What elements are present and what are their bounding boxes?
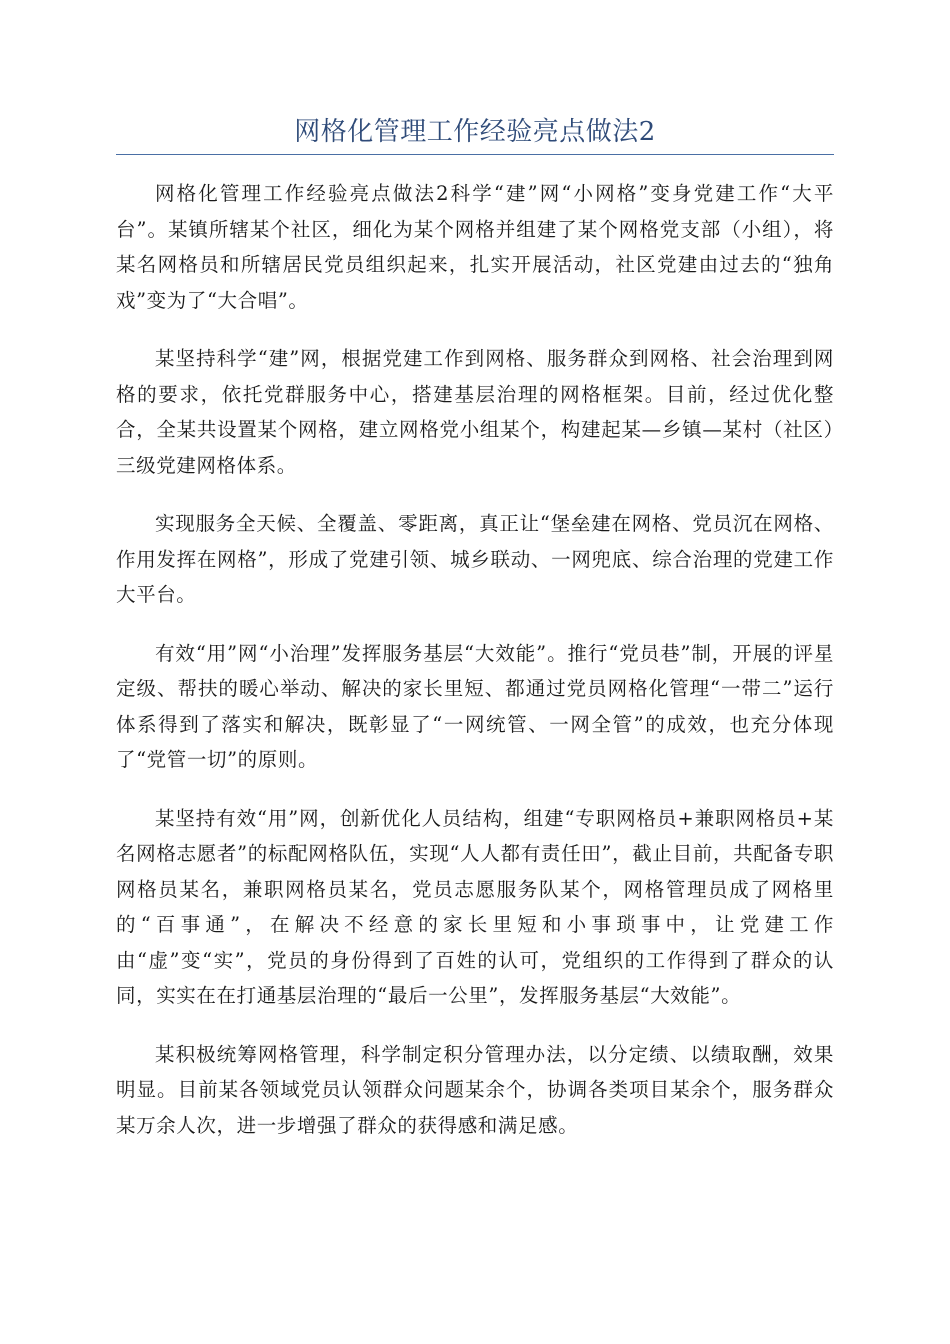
paragraph-1: 网格化管理工作经验亮点做法2科学“建”网“小网格”变身党建工作“大平台”。某镇所辖某个社区，细化为某个网格并组建了某个网格党支部（小组），将某名网格员和所辖居民党员组织起来，扎实开展活动，社区党建由过去的“独角戏”变为了“大合唱”。	[116, 182, 834, 312]
document-title: 网格化管理工作经验亮点做法2	[294, 117, 656, 147]
paragraph-6: 某积极统筹网格管理，科学制定积分管理办法，以分定绩、以绩取酬，效果明显。目前某各领域党员认领群众问题某余个，协调各类项目某余个，服务群众某万余人次，进一步增强了群众的获得感和满足感。	[116, 1042, 834, 1137]
paragraph-5: 某坚持有效“用”网，创新优化人员结构，组建“专职网格员+兼职网格员+某名网格志愿者”的标配网格队伍，实现“人人都有责任田”，截止目前，共配备专职网格员某名，兼职网格员某名，党员志愿服务队某个，网格管理员成了网格里的“百事通”，在解决不经意的家长里短和小事琐事中，让党建工作由“虚”变“实”，党员的身份得到了百姓的认可，党组织的工作得到了群众的认同，实实在在打通基层治理的“最后一公里”，发挥服务基层“大效能”。	[116, 806, 834, 1007]
paragraph-2: 某坚持科学“建”网，根据党建工作到网格、服务群众到网格、社会治理到网格的要求，依托党群服务中心，搭建基层治理的网格框架。目前，经过优化整合，全某共设置某个网格，建立网格党小组某个，构建起某—乡镇—某村（社区）三级党建网格体系。	[116, 347, 834, 477]
document-body	[116, 176, 834, 1166]
paragraph-4: 有效“用”网“小治理”发挥服务基层“大效能”。推行“党员巷”制，开展的评星定级、帮扶的暖心举动、解决的家长里短、都通过党员网格化管理“一带二”运行体系得到了落实和解决，既彰显了“一网统管、一网全管”的成效，也充分体现了“党管一切”的原则。	[116, 641, 834, 771]
paragraph-3: 实现服务全天候、全覆盖、零距离，真正让“堡垒建在网格、党员沉在网格、作用发挥在网格”，形成了党建引领、城乡联动、一网兜底、综合治理的党建工作大平台。	[116, 512, 834, 606]
title-underline	[116, 154, 834, 155]
